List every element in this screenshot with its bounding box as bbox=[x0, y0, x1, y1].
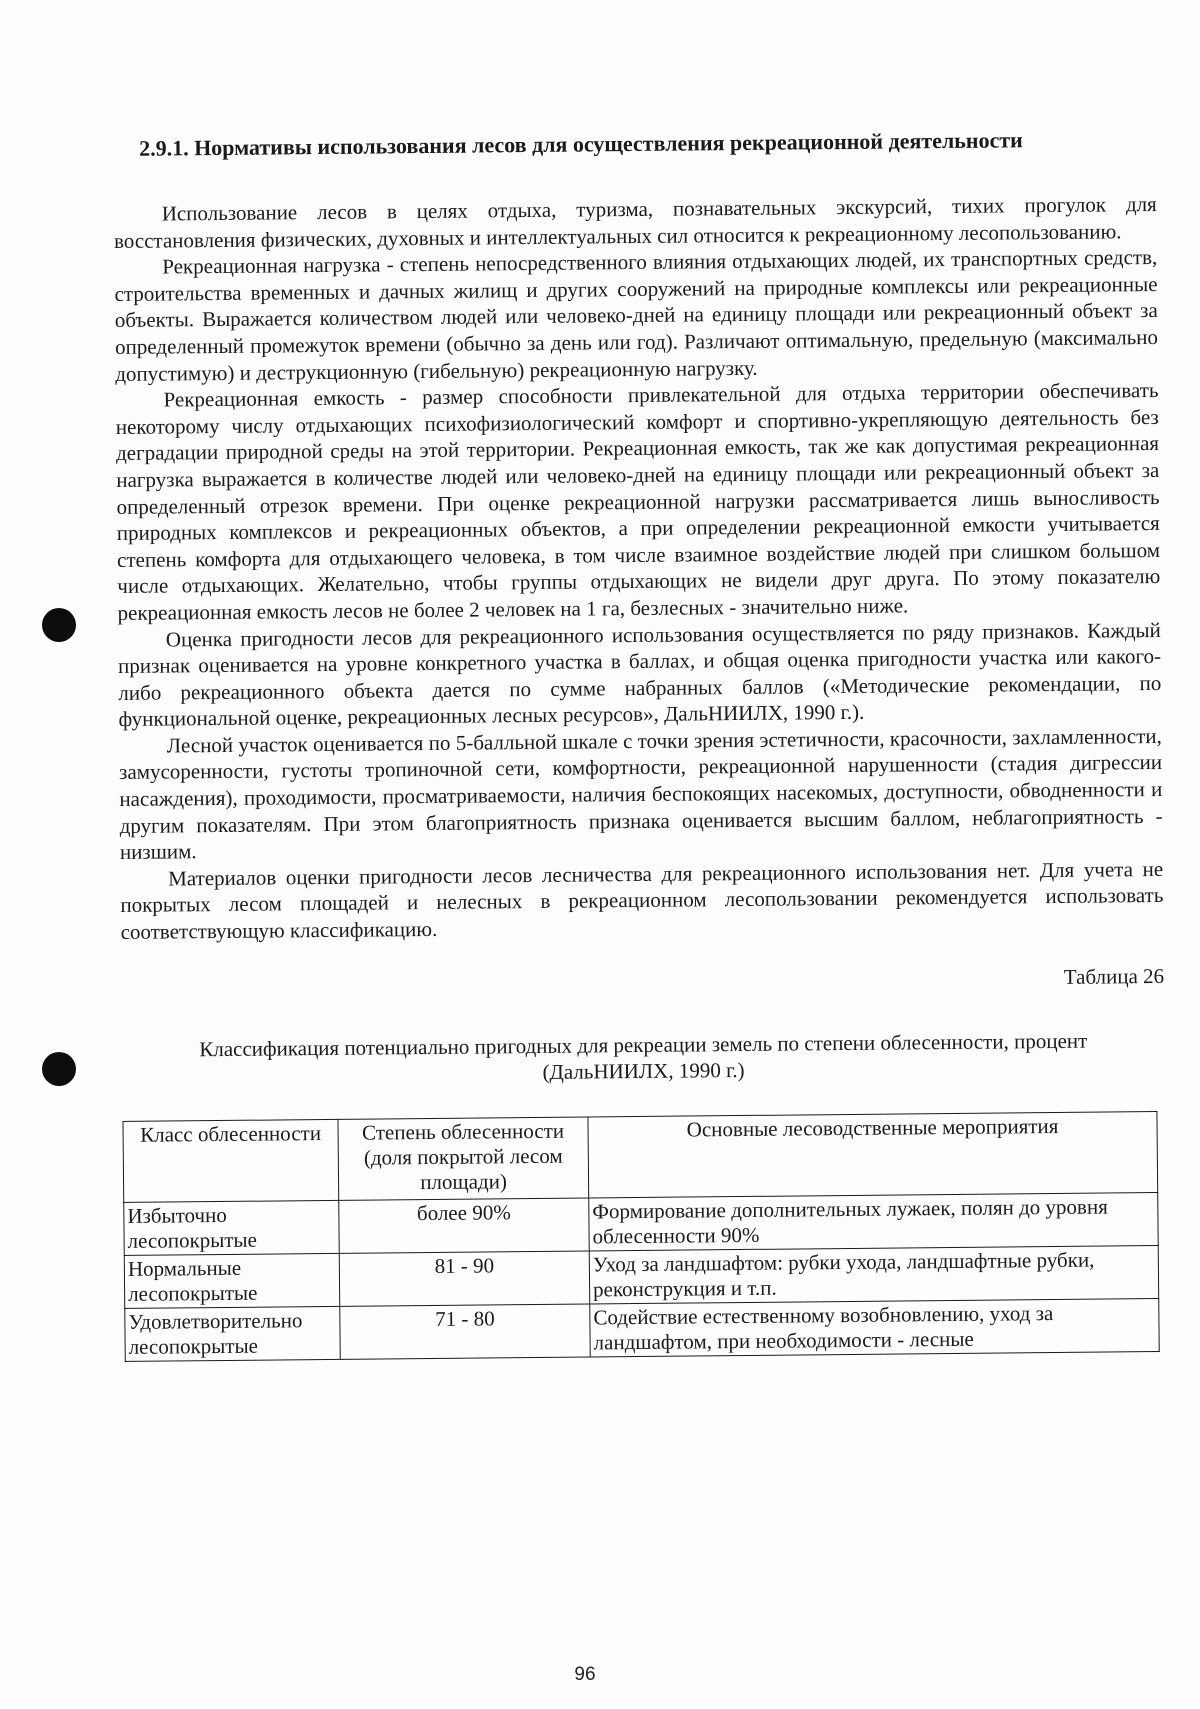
header-forest-degree: Степень облесенности (доля покрытой лесом площади) bbox=[338, 1117, 589, 1200]
table-caption-source: (ДальНИИЛХ, 1990 г.) bbox=[542, 1057, 745, 1084]
binder-hole-mark bbox=[42, 1052, 76, 1086]
section-heading: 2.9.1. Нормативы использования лесов для осуществления рекреационной деятельности bbox=[139, 127, 1023, 161]
paragraph: Рекреационная емкость - размер способности привлекательной для отдыха территории обеспечивать некоторому числу отдыхающих психофизиологический комфорт и спортивно-укрепляющую деятельность без деградации природной среды на этой территории. Рекреационная емкость, так же как допустимая рекреационная нагрузка выражается в количестве людей или человеко-дней на единицу площади или рекреационный объект за определенный отрезок времени. При оценке рекреационной нагрузки рассматривается лишь выносливость природных комплексов и рекреационных объектов, а при определении рекреационной емкости учитывается степень комфорта для отдыхающего человека, в том числе взаимное воздействие людей при слишком большом числе отдыхающих. Желательно, чтобы группы отдыхающих не видели друг друга. По этому показателю рекреационная емкость лесов не более 2 человек на 1 га, безлесных - значительно ниже. bbox=[115, 378, 1161, 625]
cell-forest-degree: 71 - 80 bbox=[340, 1304, 590, 1359]
paragraph: Рекреационная нагрузка - степень непосредственного влияния отдыхающих людей, их транспортных средств, строительства временных и дачных жилищ и других сооружений на природные комплексы или рекреационные объекты. Выражается количеством людей или человеко-дней на единицу площади или рекреационный объект за определенный промежуток времени (обычно за день или год). Различают оптимальную, предельную (максимально допустимую) и деструкционную (гибельную) рекреационную нагрузку. bbox=[114, 245, 1159, 386]
paragraph: Использование лесов в целях отдыха, туризма, познавательных экскурсий, тихих прогулок для восстановления физических, духовных и интеллектуальных сил относится к рекреационному лесопользованию. bbox=[113, 191, 1157, 253]
page-number: 96 bbox=[574, 1664, 596, 1685]
table-caption-line: Классификация потенциально пригодных для рекреации земель по степени облесенности, процент bbox=[199, 1028, 1088, 1061]
classification-table bbox=[122, 1111, 1159, 1362]
cell-forestry-measures: Содействие естественному возобновлению, уход за ландшафтом, при необходимости - лесные bbox=[590, 1298, 1159, 1356]
cell-forest-class: Удовлетворительно лесопокрытые bbox=[125, 1306, 340, 1361]
cell-forestry-measures: Формирование дополнительных лужаек, полян до уровня облесенности 90% bbox=[589, 1192, 1158, 1250]
table-header-row bbox=[123, 1111, 1158, 1202]
paragraph: Лесной участок оценивается по 5-балльной шкале с точки зрения эстетичности, красочности, захламленности, замусоренности, густоты тропиночной сети, комфортности, рекреационной нарушенности (стадия дигрессии насаждения), проходимости, просматриваемости, наличия беспокоящих насекомых, доступности, обводненности и другим показателям. При этом благоприятность признака оценивается высшим баллом, неблагоприятность - низшим. bbox=[119, 723, 1163, 865]
cell-forest-degree: 81 - 90 bbox=[339, 1251, 589, 1306]
body-text bbox=[114, 191, 1164, 946]
table-caption bbox=[122, 1027, 1165, 1089]
cell-forest-class: Нормальные лесопокрытые bbox=[124, 1253, 339, 1308]
table-row bbox=[125, 1298, 1159, 1361]
paragraph: Материалов оценки пригодности лесов лесничества для рекреационного использования нет. Для учета не покрытых лесом площадей и нелесных в рекреационном лесопользовании рекомендуется использовать соответствующую классификацию. bbox=[120, 856, 1164, 944]
binder-hole-mark bbox=[42, 608, 76, 642]
cell-forestry-measures: Уход за ландшафтом: рубки ухода, ландшафтные рубки, реконструкция и т.п. bbox=[589, 1245, 1158, 1303]
paragraph: Оценка пригодности лесов для рекреационного использования осуществляется по ряду признаков. Каждый признак оценивается на уровне конкретного участка в баллах, и общая оценка пригодности участка или какого-либо рекреационного объекта дается по сумме набранных баллов («Методические рекомендации, по функциональной оценке, рекреационных лесных ресурсов», ДальНИИЛХ, 1990 г.). bbox=[117, 617, 1162, 732]
header-forestry-measures: Основные лесоводственные мероприятия bbox=[588, 1111, 1158, 1197]
cell-forest-class: Избыточно лесопокрытые bbox=[124, 1200, 339, 1255]
header-forest-class: Класс облесенности bbox=[123, 1119, 339, 1202]
cell-forest-degree: более 90% bbox=[339, 1198, 589, 1253]
table-number-label: Таблица 26 bbox=[1063, 963, 1165, 989]
page-content bbox=[113, 125, 1168, 1362]
